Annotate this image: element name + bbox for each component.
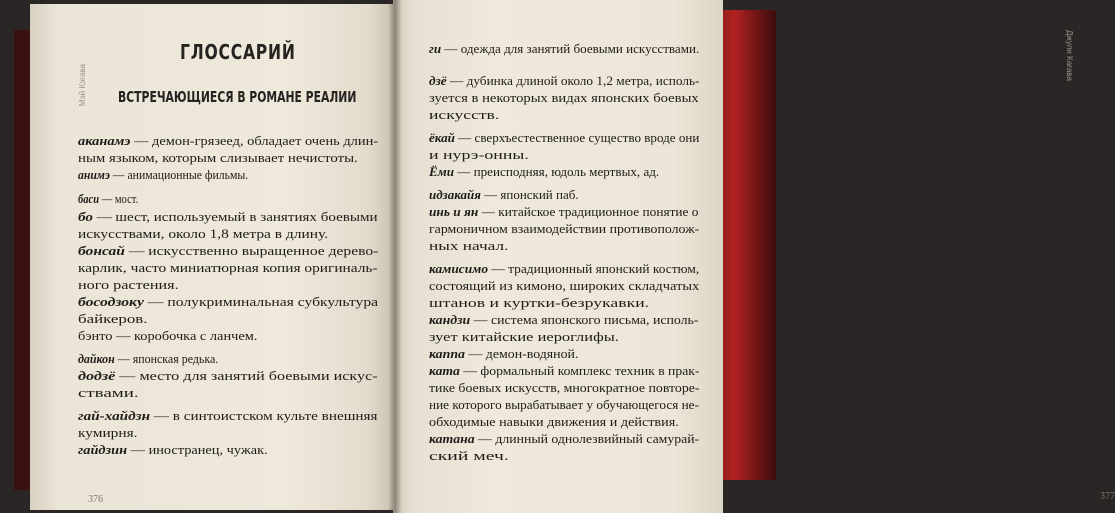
- glossary-definition: зует китайские иероглифы.: [429, 330, 619, 344]
- glossary-definition: зуется в некоторых видах японских боевых: [429, 91, 699, 105]
- glossary-term: кандзи: [429, 313, 471, 327]
- glossary-line: [78, 409, 377, 425]
- glossary-definition: обходимые навыки движения и действия.: [429, 415, 679, 429]
- glossary-term: камисимо: [429, 262, 489, 276]
- glossary-term: бонсай: [78, 244, 125, 258]
- right-page-number: 377: [1100, 491, 1115, 502]
- glossary-definition: байкеров.: [78, 312, 148, 326]
- glossary-line: [429, 222, 699, 238]
- glossary-definition: — формальный комплекс техник в прак-: [459, 364, 700, 378]
- glossary-subtitle: ВСТРЕЧАЮЩИЕСЯ В РОМАНЕ РЕАЛИИ: [118, 88, 357, 106]
- glossary-term: инь и ян: [429, 205, 479, 219]
- glossary-definition: состоящий из кимоно, широких складчатых: [429, 279, 700, 293]
- glossary-line: [429, 415, 679, 431]
- left-page-number: 376: [88, 494, 103, 505]
- glossary-definition: карлик, часто миниатюрная копия оригиналь-: [78, 261, 378, 275]
- glossary-term: Ёми: [429, 165, 454, 179]
- glossary-term: гайдзин: [78, 443, 128, 457]
- glossary-definition: — шест, используемый в занятиях боевыми: [92, 210, 378, 224]
- glossary-definition: ние которого вырабатывает у обучающегося не-: [429, 398, 699, 412]
- glossary-definition: ных начал.: [429, 239, 509, 253]
- glossary-definition: — место для занятий боевыми искус-: [115, 369, 378, 383]
- glossary-definition: ным языком, которым слизывает нечистоты.: [78, 151, 358, 165]
- glossary-line: [429, 91, 699, 107]
- glossary-definition: — демон-грязеед, обладает очень длин-: [130, 134, 379, 148]
- glossary-line: [429, 42, 699, 58]
- glossary-definition: — демон-водяной.: [464, 347, 579, 361]
- glossary-line: [429, 74, 699, 90]
- glossary-definition: — длинный однолезвийный самурай-: [474, 432, 700, 446]
- glossary-term: каппа: [429, 347, 465, 361]
- glossary-term: баси: [78, 192, 100, 206]
- right-page: [393, 0, 1115, 513]
- glossary-definition: — японский паб.: [480, 188, 579, 202]
- glossary-line: [429, 449, 509, 465]
- glossary-term: бо: [78, 210, 93, 224]
- glossary-line: [429, 108, 499, 124]
- glossary-line: [78, 278, 179, 294]
- book-gutter: [388, 0, 402, 513]
- glossary-term: додзё: [78, 369, 116, 383]
- glossary-line: [78, 227, 328, 243]
- glossary-definition: — в синтоистском культе внешняя: [150, 409, 378, 423]
- glossary-definition: штанов и куртки-безрукавки.: [429, 296, 650, 310]
- glossary-line: [78, 210, 378, 226]
- glossary-definition: и нурэ-онны.: [429, 148, 529, 162]
- glossary-line: [78, 369, 378, 385]
- glossary-definition: — японская редька.: [114, 352, 219, 366]
- glossary-term: дзё: [429, 74, 447, 88]
- glossary-definition: кумирня.: [78, 426, 138, 440]
- glossary-line: [429, 239, 508, 255]
- glossary-definition: — китайское традиционное понятие о: [478, 205, 699, 219]
- glossary-line: [78, 168, 248, 184]
- glossary-line: [78, 261, 378, 277]
- glossary-term: дайкон: [78, 352, 115, 366]
- glossary-line: [78, 295, 378, 311]
- glossary-term: катана: [429, 432, 475, 446]
- glossary-line: [429, 188, 579, 204]
- glossary-definition: гармоничном взаимодействии противополож-: [429, 222, 700, 236]
- glossary-line: [78, 244, 378, 260]
- glossary-term: ёкай: [429, 131, 455, 145]
- glossary-line: [429, 330, 619, 346]
- glossary-term: гай-хайдзн: [78, 409, 151, 423]
- glossary-line: [429, 347, 578, 363]
- glossary-definition: — сверхъестественное существо вроде они: [454, 131, 700, 145]
- glossary-term: ги: [429, 42, 442, 56]
- glossary-term: ката: [429, 364, 460, 378]
- glossary-line: [78, 352, 218, 368]
- glossary-definition: — иностранец, чужак.: [127, 443, 268, 457]
- glossary-definition: искусствами, около 1,8 метра в длину.: [78, 227, 329, 241]
- glossary-line: [78, 443, 268, 459]
- glossary-definition: ствами.: [78, 386, 139, 400]
- glossary-line: [78, 151, 358, 167]
- glossary-definition: тике боевых искусств, многократное повторе-: [429, 381, 700, 395]
- glossary-definition: бэнто — коробочка с ланчем.: [78, 329, 258, 343]
- glossary-line: [429, 432, 699, 448]
- glossary-line: [78, 312, 147, 328]
- glossary-definition: — традиционный японский костюм,: [488, 262, 700, 276]
- glossary-definition: — полукриминальная субкультура: [143, 295, 379, 309]
- glossary-definition: — анимационные фильмы.: [109, 168, 249, 182]
- glossary-line: [78, 134, 378, 150]
- glossary-line: [429, 262, 699, 278]
- glossary-definition: ного растения.: [78, 278, 179, 292]
- glossary-line: [429, 279, 699, 295]
- glossary-term: анимэ: [78, 168, 110, 182]
- glossary-line: [429, 131, 699, 147]
- glossary-line: [429, 364, 699, 380]
- left-running-head: Мэй Кэгава: [78, 64, 87, 107]
- left-page: [30, 4, 396, 510]
- glossary-definition: — система японского письма, исполь-: [470, 313, 699, 327]
- glossary-line: [429, 148, 529, 164]
- right-running-head: Джули Кагава: [1065, 30, 1074, 81]
- glossary-line: [78, 386, 139, 402]
- glossary-line: [429, 313, 698, 329]
- glossary-line: [429, 381, 699, 397]
- glossary-line: [429, 205, 698, 221]
- glossary-term: босодзоку: [78, 295, 144, 309]
- glossary-term: идзакайя: [429, 188, 481, 202]
- glossary-line: [429, 165, 659, 181]
- glossary-title: ГЛОССАРИЙ: [180, 40, 296, 64]
- glossary-line: [429, 296, 649, 312]
- glossary-line: [78, 426, 138, 442]
- glossary-definition: ский меч.: [429, 449, 509, 463]
- glossary-definition: — одежда для занятий боевыми искусствами.: [441, 42, 700, 56]
- glossary-definition: — дубинка длиной около 1,2 метра, исполь-: [446, 74, 700, 88]
- glossary-definition: искусств.: [429, 108, 500, 122]
- glossary-definition: — мост.: [99, 192, 139, 206]
- glossary-line: [429, 398, 699, 414]
- glossary-line: [78, 192, 138, 208]
- glossary-line: [78, 329, 257, 345]
- glossary-definition: — искусственно выращенное дерево-: [124, 244, 379, 258]
- glossary-definition: — преисподняя, юдоль мертвых, ад.: [453, 165, 660, 179]
- glossary-term: аканамэ: [78, 134, 131, 148]
